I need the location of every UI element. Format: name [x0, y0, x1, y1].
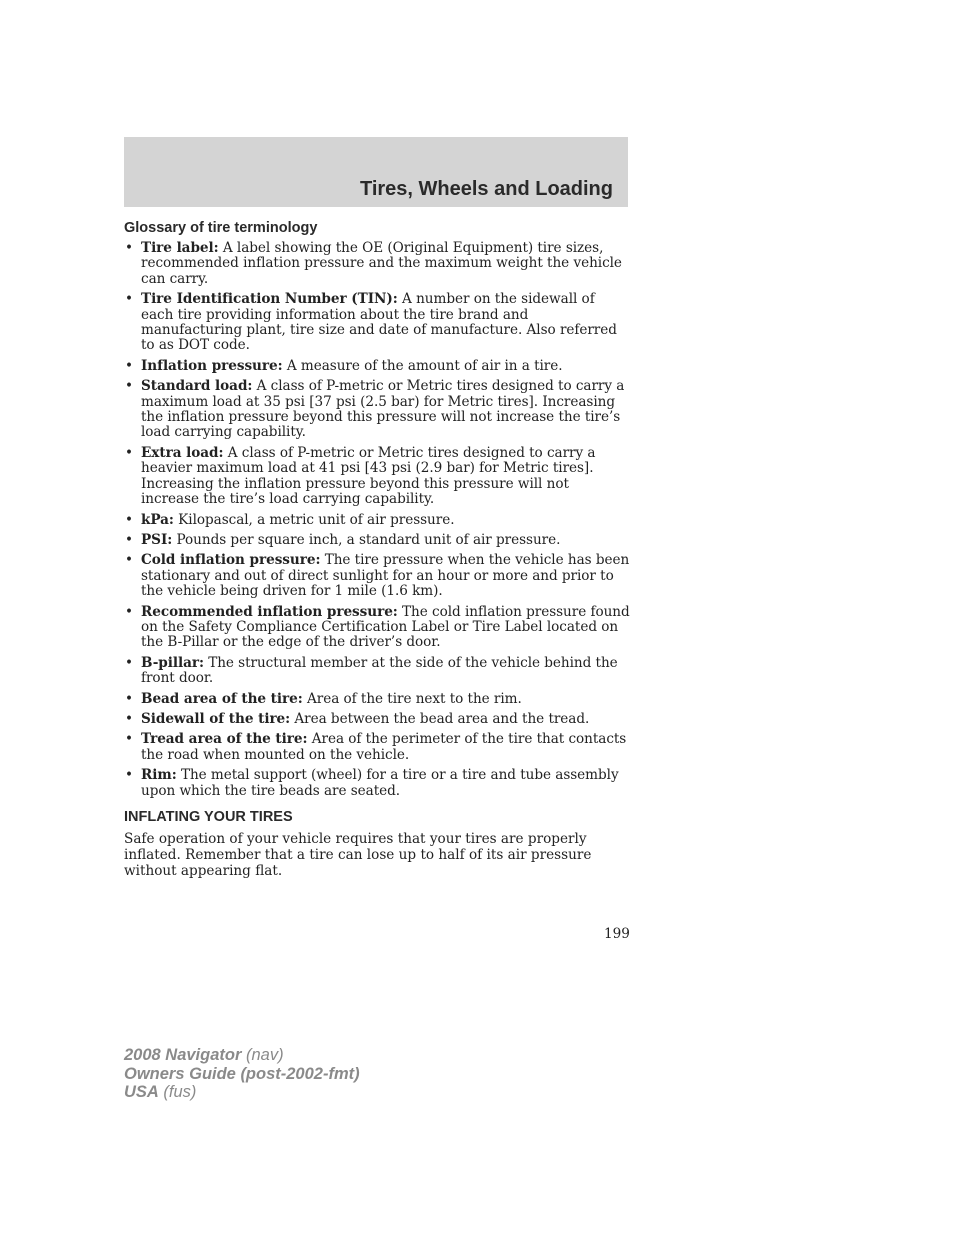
- glossary-item: [124, 656, 630, 687]
- chapter-header-band: [124, 137, 628, 207]
- inflating-paragraph: Safe operation of your vehicle requires that your tires are properly inflated. Remember that a tire can lose up to half of its air pressure without appearing flat.: [124, 831, 592, 879]
- glossary-term: Tire label:: [141, 240, 219, 256]
- footer-line-guide: [124, 1065, 360, 1084]
- bullet-icon: •: [125, 511, 133, 528]
- bullet-icon: •: [125, 654, 133, 671]
- glossary-term: Tire Identification Number (TIN):: [141, 291, 398, 308]
- bullet-icon: •: [125, 444, 133, 461]
- glossary-definition: Area between the bead area and the tread.: [290, 710, 590, 727]
- footer-market: USA: [124, 1083, 159, 1101]
- glossary-definition: Area of the tire next to the rim.: [302, 690, 522, 707]
- glossary-item: [124, 768, 630, 799]
- footer-market-code: (fus): [158, 1083, 197, 1101]
- glossary-definition: A label showing the OE (Original Equipment) tire sizes, recommended inflation pressure and the maximum weight the vehicle can carry.: [141, 240, 622, 287]
- glossary-definition: A measure of the amount of air in a tire.: [282, 357, 563, 374]
- glossary-term: PSI:: [141, 531, 173, 548]
- bullet-icon: •: [125, 240, 133, 256]
- bullet-icon: •: [125, 552, 133, 569]
- page-number: 199: [604, 926, 630, 942]
- glossary-definition: Pounds per square inch, a standard unit of air pressure.: [172, 531, 561, 548]
- chapter-title: Tires, Wheels and Loading: [359, 178, 613, 200]
- glossary-term: Recommended inflation pressure:: [141, 603, 398, 620]
- glossary-item: [124, 292, 630, 354]
- glossary-heading: Glossary of tire terminology: [124, 220, 318, 236]
- glossary-item: [124, 732, 630, 763]
- glossary-item: [124, 533, 630, 548]
- glossary-item: [124, 553, 630, 599]
- glossary-item: [124, 605, 630, 651]
- glossary-term: Inflation pressure:: [141, 357, 283, 374]
- bullet-icon: •: [125, 378, 133, 395]
- glossary-definition: A class of P-metric or Metric tires designed to carry a maximum load at 35 psi [37 psi (2.5 bar) for Metric tires]. Increasing the inflation pressure beyond this pressure will not increase the tire’s load carrying capability.: [141, 378, 625, 441]
- glossary-definition: The cold inflation pressure found on the Safety Compliance Certification Label or Tire Label located on the B-Pillar or the edge of the driver’s door.: [141, 603, 630, 651]
- glossary-item: [124, 359, 630, 374]
- document-footer: [124, 1046, 360, 1102]
- inflating-section: [124, 809, 630, 879]
- glossary-item: [124, 712, 630, 727]
- bullet-icon: •: [125, 291, 133, 308]
- footer-line-market: [124, 1083, 360, 1102]
- bullet-icon: •: [125, 531, 133, 548]
- bullet-icon: •: [125, 731, 133, 748]
- inflating-heading: INFLATING YOUR TIRES: [124, 809, 293, 825]
- bullet-icon: •: [125, 710, 133, 727]
- glossary-term: Bead area of the tire:: [141, 690, 303, 707]
- glossary-definition: Kilopascal, a metric unit of air pressure.: [173, 511, 455, 528]
- glossary-term: Standard load:: [141, 378, 253, 395]
- glossary-item: [124, 513, 630, 528]
- glossary-item: [124, 692, 630, 707]
- glossary-term: Sidewall of the tire:: [141, 710, 291, 727]
- footer-model-code: (nav): [241, 1046, 284, 1064]
- bullet-icon: •: [125, 603, 133, 620]
- page-content: [124, 220, 630, 879]
- footer-guide: Owners Guide (post-2002-fmt): [124, 1064, 360, 1083]
- footer-model: 2008 Navigator: [124, 1046, 242, 1064]
- glossary-term: Tread area of the tire:: [141, 731, 308, 748]
- glossary-definition: Area of the perimeter of the tire that contacts the road when mounted on the vehicle.: [141, 731, 627, 763]
- footer-line-model: [124, 1046, 360, 1065]
- glossary-term: kPa:: [141, 511, 174, 528]
- glossary-item: [124, 241, 630, 287]
- glossary-term: Cold inflation pressure:: [141, 552, 321, 569]
- glossary-term: Extra load:: [141, 444, 224, 461]
- glossary-definition: A class of P-metric or Metric tires designed to carry a heavier maximum load at 41 psi [43 psi (2.9 bar) for Metric tires]. Increasing the inflation pressure beyond this pressure will not increase the tire’s load carrying capability.: [141, 444, 596, 508]
- glossary-term: Rim:: [141, 767, 177, 784]
- bullet-icon: •: [125, 357, 133, 374]
- glossary-definition: The metal support (wheel) for a tire or a tire and tube assembly upon which the tire beads are seated.: [141, 767, 619, 799]
- glossary-definition: The structural member at the side of the vehicle behind the front door.: [141, 654, 618, 687]
- bullet-icon: •: [125, 767, 133, 784]
- glossary-item: [124, 379, 630, 441]
- glossary-list: [124, 241, 630, 799]
- bullet-icon: •: [125, 690, 133, 707]
- glossary-term: B-pillar:: [141, 654, 204, 671]
- glossary-definition: A number on the sidewall of each tire providing information about the tire brand and manufacturing plant, tire size and date of manufacture. Also referred to as DOT code.: [141, 291, 617, 354]
- glossary-definition: The tire pressure when the vehicle has been stationary and out of direct sunlight for an hour or more and prior to the vehicle being driven for 1 mile (1.6 km).: [141, 552, 630, 600]
- glossary-item: [124, 446, 630, 508]
